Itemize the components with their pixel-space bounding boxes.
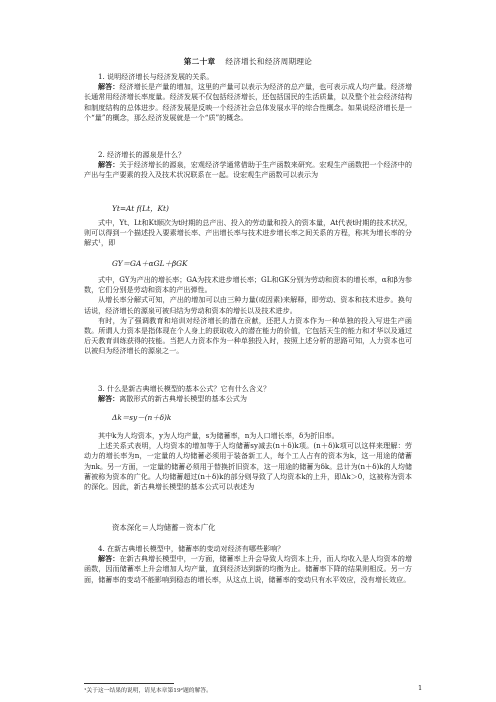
chapter-name: 经济增长和经济周期理论 — [225, 57, 313, 66]
paragraph-3: 从增长率分解式可知，产出的增加可以由三种力量(或因素)来解释，即劳动、资本和技术进步。换句话说，经济增长的源泉可被归结为劳动和资本的增长以及技术进步。 — [84, 295, 412, 315]
explain-2: 式中，GY为产出的增长率；GA为技术进步增长率；GL和GK分别为劳动和资本的增长率，α和β为参数，它们分别是劳动和资本的产出弹性。 — [84, 275, 412, 295]
question-4: 4. 在新古典增长模型中，储蓄率的变动对经济有哪些影响？ — [98, 544, 285, 553]
capital-deepening-formula: 资本深化＝人均储蓄－资本广化 — [112, 523, 216, 532]
answer-3 — [84, 394, 412, 404]
paragraph-3-2: 上述关系式表明，人均资本的增加等于人均储蓄sy减去(n＋δ)k项。(n＋δ)k项可以这样来理解：劳动力的增长率为n，一定量的人均储蓄必须用于装备新工人，每个工人占有的资本为k，这一用途的储蓄为nk。另一方面，一定量的储蓄必须用于替换折旧资本，这一用途的储蓄为δk。总计为(n＋δ)k的人均储蓄被称为资本的广化。人均储蓄超过(n＋δ)k的部分则导致了人均资本k的上升，即Δk＞0，这被称为资本的深化。因此，新古典增长模型的基本公式可以表述为 — [84, 441, 412, 492]
question-2-explain — [84, 218, 412, 249]
answer-1-text: 经济增长是产量的增加，这里的产量可以表示为经济的总产量，也可表示成人均产量。经济增长通常用经济增长率度量。经济发展不仅包括经济增长，还包括国民的生活质量，以及整个社会经济结构和制度结构的总体进步。经济发展是反映一个经济社会总体发展水平的综合性概念。如果说经济增长是一个“量”的概念，那么经济发展就是一个“质”的概念。 — [84, 82, 413, 122]
production-function-formula: Yt=At f(Lt，Kt) — [112, 204, 169, 213]
answer-3-text: 离散形式的新古典增长模型的基本公式为 — [119, 394, 247, 404]
chapter-title — [0, 56, 496, 67]
footnote: ¹关于这一结果的说明，请见本章第19²题的解答。 — [84, 688, 212, 694]
question-3-block — [84, 384, 412, 404]
answer-label: 解答： — [98, 554, 120, 564]
question-2-block — [84, 150, 412, 181]
answer-4-text: 在新古典增长模型中，一方面，储蓄率上升会导致人均资本上升，而人均收入是人均资本的增函数，因而储蓄率上升会增加人均产量，直到经济达到新的均衡为止。储蓄率下降的结果则相反。另一方面，储蓄率的变动不能影响到稳态的增长率，从这点上说，储蓄率的变动只有水平效应，没有增长效应。 — [84, 554, 413, 584]
answer-label: 解答： — [98, 82, 120, 92]
question-1: 1. 说明经济增长与经济发展的关系。 — [98, 72, 214, 81]
answer-label: 解答： — [98, 394, 120, 404]
growth-decomposition-formula: GY＝GA＋αGL＋βGK — [112, 259, 188, 268]
question-3: 3. 什么是新古典增长模型的基本公式？它有什么含义？ — [98, 384, 271, 393]
question-2-rest — [84, 275, 412, 357]
answer-4 — [84, 554, 412, 585]
answer-2-text: 关于经济增长的源泉，宏观经济学通常借助于生产函数来研究。宏观生产函数把一个经济中的产出与生产要素的投入及技术状况联系在一起。设宏观生产函数可以表示为 — [84, 160, 413, 180]
answer-1 — [84, 82, 412, 123]
explain-1: 式中，Yt、Lt和Kt顺次为t时期的总产出、投入的劳动量和投入的资本量，At代表t时期的技术状况，则可以得到一个描述投入要素增长率、产出增长率与技术进步增长率之间关系的方程，称其为增长率的分解式¹，即 — [84, 218, 412, 248]
question-1-block — [84, 72, 412, 123]
chapter-number: 第二十章 — [183, 57, 216, 66]
footnote-rule — [84, 683, 174, 684]
page-number: 1 — [418, 684, 423, 692]
answer-label: 解答： — [98, 160, 120, 170]
answer-2 — [84, 160, 412, 180]
explain-3: 其中k为人均资本，y为人均产量，s为储蓄率，n为人口增长率，δ为折旧率。 — [98, 431, 339, 440]
question-3-explain — [84, 431, 412, 492]
question-2: 2. 经济增长的源泉是什么？ — [98, 150, 186, 159]
question-4-block — [84, 544, 412, 585]
solow-formula: Δk＝sy－(n＋δ)k — [112, 413, 172, 422]
paragraph-4: 有时，为了强调教育和培训对经济增长的潜在贡献，还把人力资本作为一种单独的投入写进生产函数。所谓人力资本是指体现在个人身上的获取收入的潜在能力的价值，它包括天生的能力和才华以及通过后天教育训练获得的技能。当把人力资本作为一种单独投入时，按照上述分析的思路可知，人力资本也可以被归为经济增长的源泉之一。 — [84, 315, 412, 356]
